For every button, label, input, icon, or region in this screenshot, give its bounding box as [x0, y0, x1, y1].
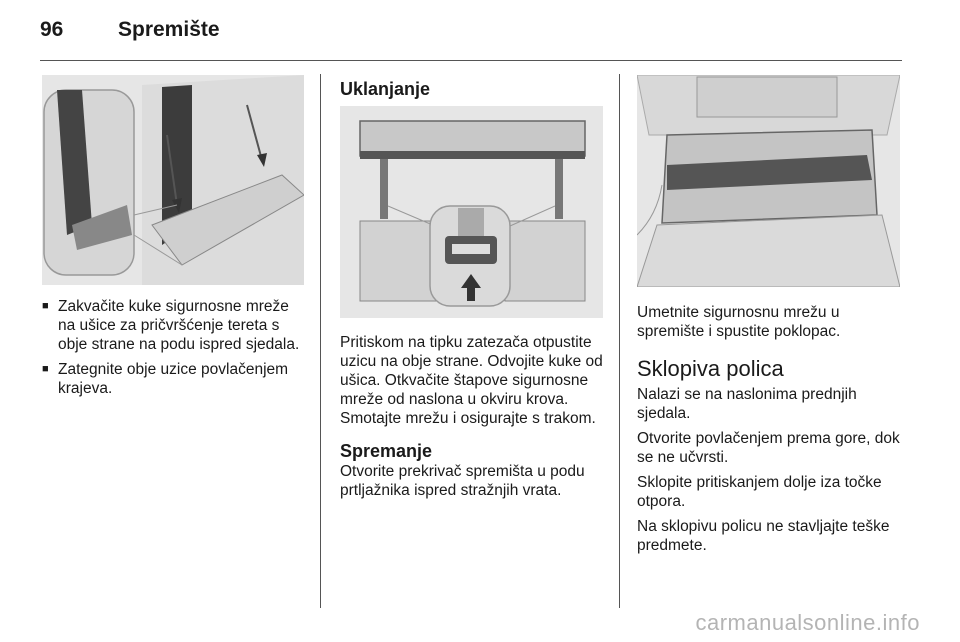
section-heading-removal: Uklanjanje	[340, 79, 431, 99]
insert-net-paragraph: Umetnite sigurnosnu mrežu u spremište i spustite poklopac.	[637, 304, 841, 340]
safety-net-hook-illustration	[42, 75, 304, 285]
section-heading-folding-shelf: Sklopiva polica	[637, 356, 784, 381]
header-divider	[40, 60, 902, 61]
shelf-paragraph: Otvorite povlačenjem prema gore, dok se ne učvrsti.	[637, 430, 900, 466]
tension-strap-release-illustration	[340, 106, 603, 318]
bullet-square-icon: ■	[42, 300, 49, 312]
removal-paragraph: Pritiskom na tipku zatezača otpustite uzicu na obje strane. Odvojite kuke od ušica. Otkvačite štapove sigurnosne mreže od naslona u okviru krova. Smotajte mrežu i osigurajte s trakom.	[340, 334, 603, 427]
storage-paragraph: Otvorite prekrivač spremišta u podu prtljažnika ispred stražnjih vrata.	[340, 463, 585, 499]
list-item: ■ Zakvačite kuke sigurnosne mreže na ušice za pričvršćenje tereta s obje strane na podu ispred sjedala.	[42, 298, 300, 353]
instruction-list	[42, 297, 308, 398]
watermark: carmanualsonline.info	[695, 610, 920, 635]
right-column	[637, 303, 905, 561]
bullet-square-icon: ■	[42, 363, 49, 375]
page-title: Spremište	[118, 18, 220, 41]
shelf-paragraph: Nalazi se na naslonima prednjih sjedala.	[637, 386, 857, 422]
column-divider-left	[320, 74, 321, 608]
middle-column	[340, 333, 606, 506]
page-number: 96	[40, 18, 64, 41]
shelf-paragraph: Sklopite pritiskanjem dolje iza točke otpora.	[637, 474, 882, 510]
list-item: ■ Zategnite obje uzice povlačenjem krajeva.	[42, 361, 289, 397]
section-heading-storage: Spremanje	[340, 441, 433, 461]
left-column	[42, 297, 308, 404]
column-divider-right	[619, 74, 620, 608]
shelf-paragraph: Na sklopivu policu ne stavljajte teške predmete.	[637, 518, 890, 554]
trunk-storage-compartment-illustration	[637, 75, 900, 287]
page-header	[40, 18, 220, 42]
